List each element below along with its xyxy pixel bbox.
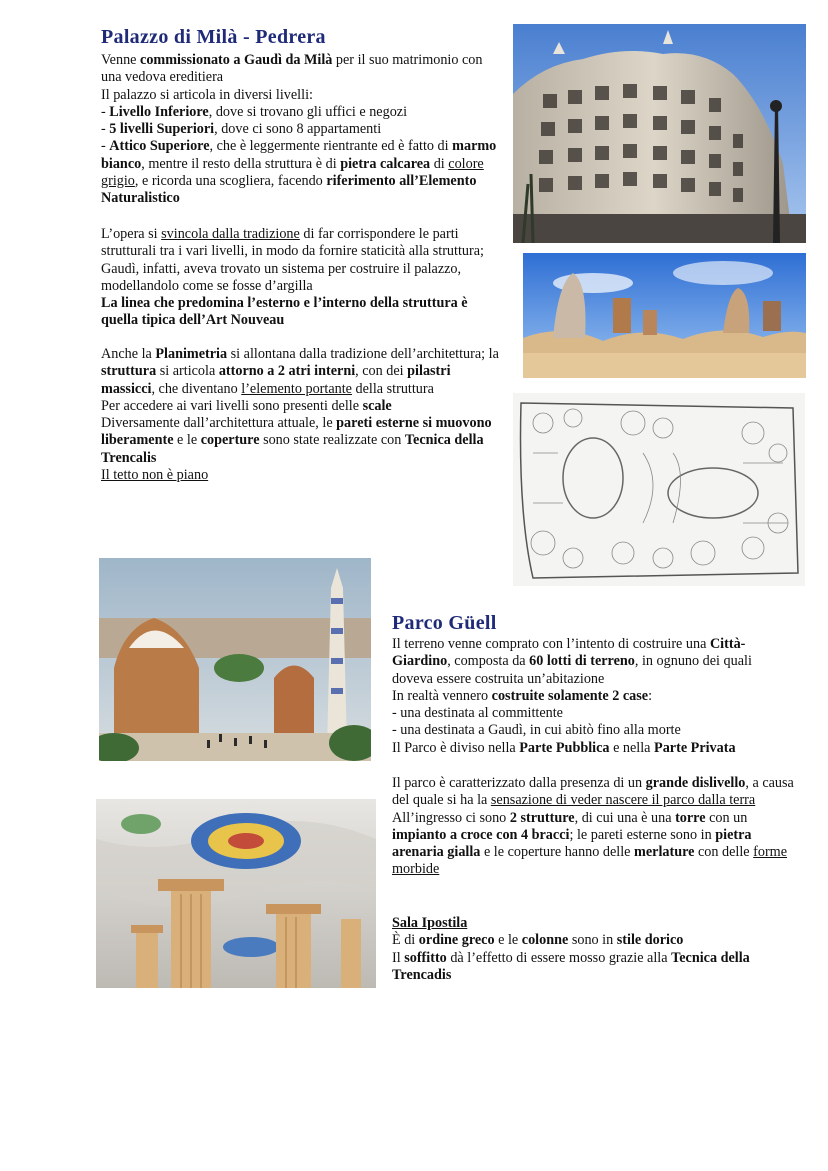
pedrera-roof-photo — [523, 253, 806, 378]
list-item: - Livello Inferiore, dove si trovano gli uffici e negozi — [101, 103, 408, 120]
paragraph: All’ingresso ci sono 2 strutture, di cui una è una torre con un impianto a croce con 4 bracci; le pareti esterne sono in pietra arenaria gialla e le coperture hanno delle merlature con delle forme morbide — [392, 809, 788, 878]
paragraph: L’opera si svincola dalla tradizione di far corrispondere le parti strutturali tra i vari livelli, in modo da fornire staticità alla struttura; Gaudì, infatti, aveva trovato un sistema per costruire il palazzo, modellandolo come se fosse d’argilla — [101, 226, 484, 294]
paragraph: Venne commissionato a Gaudì da Milà per il suo matrimonio con una vedova ereditiera — [101, 52, 483, 86]
paragraph: Il Parco è diviso nella Parte Pubblica e nella Parte Privata — [392, 739, 736, 756]
parco-guell-entrance-photo — [99, 558, 371, 761]
sala-ipostila-photo — [96, 799, 376, 988]
paragraph: Il soffitto dà l’effetto di essere mosso grazie alla Tecnica della Trencadis — [392, 949, 750, 983]
paragraph: In realtà vennero costruite solamente 2 case: — [392, 687, 653, 704]
paragraph: È di ordine greco e le colonne sono in stile dorico — [392, 932, 684, 949]
paragraph: Il parco è caratterizzato dalla presenza di un grande dislivello, a causa del quale si ha la sensazione di veder nascere il parco dalla terra — [392, 775, 794, 809]
section-title-pedrera: Palazzo di Milà - Pedrera — [101, 26, 326, 48]
pedrera-facade-photo — [513, 24, 806, 243]
pedrera-floor-plan — [513, 393, 805, 586]
paragraph: Diversamente dall’architettura attuale, le pareti esterne si muovono liberamente e le coperture sono state realizzate con Tecnica della Trencalis — [101, 415, 492, 466]
guell-text-block-2 — [392, 775, 794, 879]
guell-text-block-1 — [392, 636, 794, 757]
list-item: - 5 livelli Superiori, dove ci sono 8 appartamenti — [101, 121, 382, 138]
paragraph: La linea che predomina l’esterno e l’interno della struttura è quella tipica dell’Art Nouveau — [101, 295, 468, 329]
paragraph: Il tetto non è piano — [101, 467, 209, 484]
guell-text-block-3 — [392, 915, 794, 984]
list-item: - una destinata al committente — [392, 705, 563, 722]
pedrera-text-block-3 — [101, 346, 503, 484]
paragraph: Per accedere ai vari livelli sono presenti delle scale — [101, 397, 392, 414]
paragraph: Anche la Planimetria si allontana dalla tradizione dell’architettura; la struttura si articola attorno a 2 atri interni, con dei pilastri massicci, che diventano l’elemento portante della struttura — [101, 346, 499, 397]
list-item: - una destinata a Gaudì, in cui abitò fino alla morte — [392, 722, 681, 739]
list-item: - Attico Superiore, che è leggermente rientrante ed è fatto di marmo bianco, mentre il resto della struttura è di pietra calcarea di colore grigio, e ricorda una scogliera, facendo riferimento all’Elemento Naturalistico — [101, 138, 497, 207]
paragraph: Il palazzo si articola in diversi livelli: — [101, 86, 313, 103]
section-title-parco-guell: Parco Güell — [392, 612, 497, 634]
pedrera-text-block-2 — [101, 226, 501, 330]
subheading-sala-ipostila: Sala Ipostila — [392, 915, 468, 931]
paragraph: Il terreno venne comprato con l’intento di costruire una Città-Giardino, composta da 60 lotti di terreno, in ognuno dei quali doveva essere costruita un’abitazione — [392, 636, 752, 687]
pedrera-text-block-1 — [101, 52, 501, 208]
